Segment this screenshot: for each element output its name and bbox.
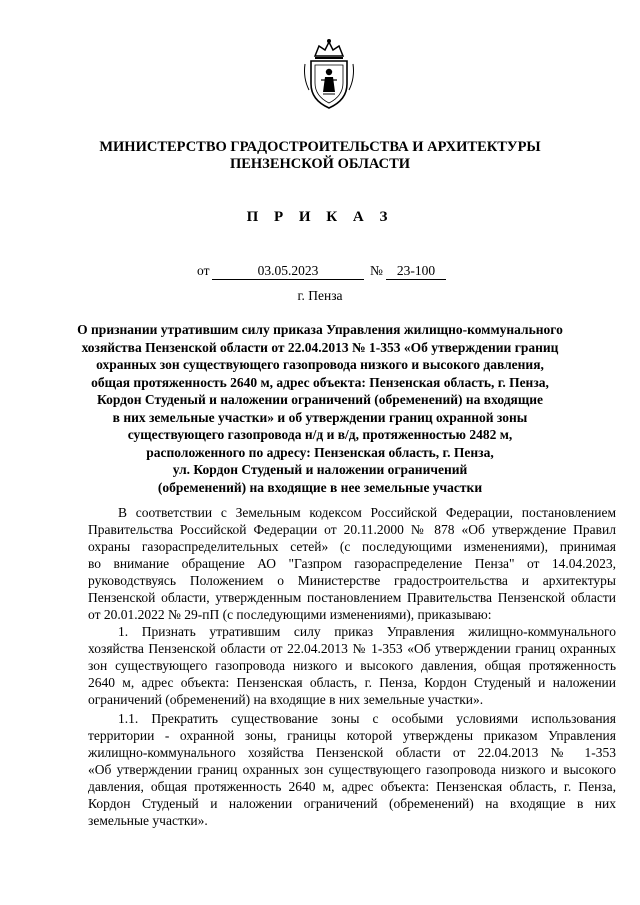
ministry-name-line-2: ПЕНЗЕНСКОЙ ОБЛАСТИ [229,156,411,172]
subject-line: охранных зон существующего газопровода низкого и высокого давления, [96,357,544,372]
number-label: № [370,263,383,278]
body-line: от 20.01.2022 № 29-пП (с последующими изменениями), приказываю: [88,607,492,622]
subject-line: О признании утратившим силу приказа Управления жилищно-коммунального [77,322,563,337]
date-value: 03.05.2023 [257,263,319,278]
subject-line: (обременений) на входящие в нее земельные участки [157,479,483,495]
body-line: Кордон Студеный и наложении ограничений (обременений) на входящие в них [88,796,616,811]
coat-of-arms-emblem [301,38,357,110]
body-line: 1.1. Прекратить существование зоны с особыми условиями использования [118,711,616,726]
subject-line: хозяйства Пензенской области от 22.04.2013 № 1-353 «Об утверждении границ [81,339,559,355]
body-line: давления, общая протяженность 2640 м, адрес объекта: Пензенская область, г. Пенза, [88,779,616,794]
body-line: жилищно-коммунального хозяйства Пензенской области от 22.04.2013 № 1-353 [88,745,616,760]
body-line: 1. Признать утратившим силу приказ Управления жилищно-коммунального [118,624,616,639]
subject-line: расположенного по адресу: Пензенская область, г. Пенза, [146,444,494,460]
body-line: «Об утверждении границ охранных зон существующего газопровода низкого и высокого [88,762,616,777]
body-line: 2640 м, адрес объекта: Пензенская область, г. Пенза, Кордон Студеный и наложении [88,675,616,690]
body-line: руководствуясь Положением о Министерстве градостроительства и архитектуры [88,573,616,588]
date-underline [212,279,364,280]
subject-line: общая протяженность 2640 м, адрес объекта: Пензенская область, г. Пенза, [91,374,549,390]
body-line: земельные участки». [88,813,208,828]
subject-line: существующего газопровода н/д и в/д, протяженностью 2482 м, [127,427,513,442]
subject-line: в них земельные участки» и об утверждении границ охранной зоны [112,409,528,425]
body-line: охраны газораспределительных сетей» (с последующими изменениями), принимая [88,539,616,554]
city: г. Пенза [297,288,343,303]
body-line: Правительства Российской Федерации от 20.11.2000 № 878 «Об утверждение Правил [88,522,616,537]
body-line: В соответствии с Земельным кодексом Российской Федерации, постановлением [118,505,616,520]
body-line: ограничений (обременений) на входящие в них земельные участки». [88,692,484,707]
subject-heading [60,321,580,496]
document-type: П Р И К А З [246,209,394,225]
number-underline [386,279,446,280]
body-line: хозяйства Пензенской области от 22.04.2013 № 1-353 «Об утверждении границ охранных [88,641,616,656]
subject-line: ул. Кордон Студеный и наложении ограничений [172,462,468,477]
body-line: территории - охранной зоны, границы которой утверждены приказом Управления [88,728,616,743]
body-line: во внимание обращение АО "Газпром газораспределение Пенза" от 14.04.2023, [88,556,616,571]
number-value: 23-100 [396,263,436,278]
subject-line: Кордон Студеный и наложении ограничений (обременений) на входящие [96,392,543,407]
ministry-name [60,139,580,173]
body-line: Пензенской области, утвержденным постановлением Правительства Пензенской области [88,590,616,605]
date-label: от [197,263,210,278]
ministry-name-line-1: МИНИСТЕРСТВО ГРАДОСТРОИТЕЛЬСТВА И АРХИТЕКТУРЫ [99,139,541,155]
body-line: зон существующего газопровода низкого и высокого давления, общая протяженность [88,658,616,673]
